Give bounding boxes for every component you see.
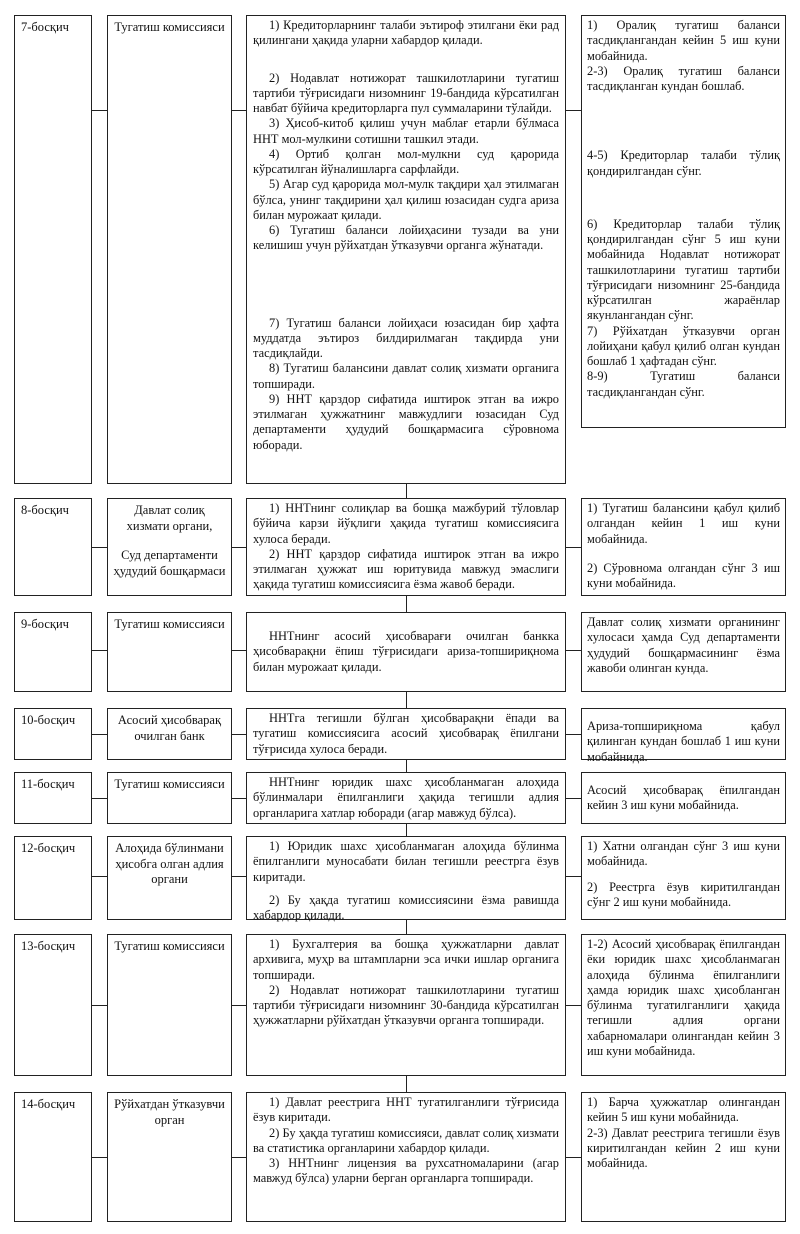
connector-line [406,760,407,772]
connector-line [406,920,407,934]
stage-cell [14,498,92,596]
actions-cell [246,772,566,824]
actor-label: Алоҳида бўлинмани ҳисобга олган адлия органи [115,841,224,887]
deadline-item: 2-3) Давлат реестрига тегишли ёзув киритилгандан кейин 2 иш куни мобайнида. [587,1125,780,1170]
actions-cell [246,836,566,920]
deadline-item: Асосий ҳисобварақ ёпилгандан кейин 3 иш куни мобайнида. [587,783,780,813]
deadline-item: 1) Хатни олгандан сўнг 3 иш куни мобайнида. [587,839,780,869]
actor-label: Тугатиш комиссияси [114,20,225,34]
stage-label: 12-босқич [21,841,76,855]
actor-label: Суд департаменти ҳудудий бошқармаси [113,548,226,578]
action-item: 8) Тугатиш балансини давлат солиқ хизмати органига топширади. [253,361,559,391]
connector-line [92,547,107,548]
action-item: 2) Бу ҳақда тугатиш комиссияси, давлат солиқ хизмати ва статистика органларини хабардор қилади. [253,1125,559,1155]
deadline-item: 1) Тугатиш балансини қабул қилиб олгандан кейин 1 иш куни мобайнида. [587,501,780,546]
deadlines-cell [581,708,786,764]
action-item: 9) ННТ қарздор сифатида иштирок этган ва ижро этилмаган ҳужжатнинг мавжудлиги юзасидан Суд департаменти ҳудудий бошқармасига сўровнома юборади. [253,391,559,452]
actor-cell [107,772,232,824]
action-item: 3) Ҳисоб-китоб қилиш учун маблағ етарли бўлмаса ННТ мол-мулкини сотишни ташкил этади. [253,116,559,146]
actor-label: Рўйхатдан ўтказувчи орган [114,1097,225,1127]
stage-cell [14,836,92,920]
stage-label: 10-босқич [21,713,76,727]
connector-line [406,1076,407,1092]
connector-line [232,1157,246,1158]
stage-cell [14,1092,92,1222]
deadline-item: 4-5) Кредиторлар талаби тўлиқ қондирилгандан сўнг. [587,148,780,178]
deadline-item: 6) Кредиторлар талаби тўлиқ қондирилгандан сўнг 5 иш куни мобайнида Нодавлат нотижорат ташкилотларини тугатиш тартиби тўғрисидаги низомнинг 25-бандида кўрсатилган жараёнлар якунлангандан сўнг. [587,216,780,323]
action-item: 2) Бу ҳақда тугатиш комиссиясини ёзма равишда хабардор қилади. [253,892,559,922]
action-item: 2) Нодавлат нотижорат ташкилотларини тугатиш тартиби тўғрисидаги низомнинг 30-бандида кўрсатилган ҳужжатларни рўйхатдан ўтказувчи органга топширади. [253,982,559,1028]
deadline-item: Ариза-топшириқнома қабул қилинган кундан бошлаб 1 иш куни мобайнида. [587,719,780,764]
deadlines-cell [581,498,786,596]
deadlines-cell [581,772,786,824]
action-item: 6) Тугатиш баланси лойиҳасини тузади ва уни келишиш учун рўйхатдан ўтказувчи органга жўнатади. [253,223,559,253]
stage-cell [14,772,92,824]
action-item: ННТнинг асосий ҳисобварағи очилган банкка ҳисобварақни ёпиш тўғрисидаги ариза-топшириқнома билан мурожаат қилади. [253,629,559,674]
actor-label: Тугатиш комиссияси [114,777,225,791]
connector-line [566,734,581,735]
connector-line [232,110,246,111]
stage-label: 13-босқич [21,939,76,953]
connector-line [92,650,107,651]
deadlines-cell [581,612,786,692]
stage-cell [14,15,92,484]
connector-line [92,1157,107,1158]
connector-line [232,876,246,877]
deadline-item: 7) Рўйхатдан ўтказувчи орган лойиҳани қабул қилиб олган кундан бошлаб 1 ҳафтадан сўнг. [587,323,780,368]
actions-cell [246,612,566,692]
action-item: 1) Давлат реестрига ННТ тугатилганлиги тўғрисида ёзув киритади. [253,1095,559,1125]
connector-line [406,824,407,836]
actor-cell [107,934,232,1076]
actor-cell [107,1092,232,1222]
actor-cell [107,708,232,760]
connector-line [92,1005,107,1006]
action-item: 5) Агар суд қарорида мол-мулк тақдири ҳал этилмаган бўлса, унинг тақдирини ҳал қилиш юзасидан судга ариза билан мурожаат қилади. [253,177,559,222]
action-item: 1) Юридик шахс ҳисобланмаган алоҳида бўлинма ёпилганлиги муносабати билан тегишли реестрга ёзув киритади. [253,839,559,884]
stage-cell [14,934,92,1076]
connector-line [232,650,246,651]
stage-label: 8-босқич [21,503,69,517]
deadlines-cell [581,1092,786,1222]
connector-line [566,110,581,111]
connector-line [92,798,107,799]
connector-line [566,1157,581,1158]
action-item: 4) Ортиб қолган мол-мулкни суд қарорида кўрсатилган йўналишларга сарфлайди. [253,146,559,176]
actor-label: Тугатиш комиссияси [114,939,225,953]
action-item: 1) Бухгалтерия ва бошқа ҳужжатларни давлат архивига, муҳр ва штампларни эса ички ишлар органига топширади. [253,937,559,982]
connector-line [406,692,407,708]
deadline-item: 1-2) Асосий ҳисобварақ ёпилгандан ёки юридик шахс ҳисобланмаган алоҳида бўлинма ёпилганлиги ҳамда юридик шахс ҳисобланган бўлинма тугатилганлиги ҳақида тегишли адлия органи хабарномалари олингандан кейин 3 иш куни мобайнида. [587,937,780,1058]
actions-cell [246,498,566,596]
connector-line [92,734,107,735]
actions-cell [246,708,566,760]
connector-line [566,798,581,799]
actor-label: Тугатиш комиссияси [114,617,225,631]
action-item: ННТнинг юридик шахс ҳисобланмаган алоҳида бўлинмалари ёпилганлиги ҳақида тегишли адлия органларига хатлар юборади (агар мавжуд бўлса). [253,775,559,820]
connector-line [566,876,581,877]
connector-line [566,1005,581,1006]
connector-line [406,596,407,612]
deadlines-cell [581,934,786,1076]
action-item: 1) Кредиторларнинг талаби эътироф этилгани ёки рад қилингани ҳақида уларни хабардор қилади. [253,18,559,48]
stage-label: 11-босқич [21,777,75,791]
stage-label: 9-босқич [21,617,69,631]
stage-cell [14,612,92,692]
connector-line [232,547,246,548]
stage-label: 14-босқич [21,1097,76,1111]
actor-label: Давлат солиқ хизмати органи, [126,503,213,533]
deadline-item: 2) Сўровнома олгандан сўнг 3 иш куни мобайнида. [587,560,780,590]
connector-line [406,484,407,498]
deadlines-cell [581,836,786,920]
action-item: 7) Тугатиш баланси лойиҳаси юзасидан бир ҳафта муддатда эътироз билдирилмаган тақдирда уни тасдиқлайди. [253,315,559,360]
deadline-item: 2-3) Оралиқ тугатиш баланси тасдиқланган кундан бошлаб. [587,63,780,93]
action-item: ННТга тегишли бўлган ҳисобварақни ёпади ва тугатиш комиссиясига асосий ҳисобварақ ёпилгани тўғрисида хулоса беради. [253,711,559,756]
actions-cell [246,1092,566,1222]
deadline-item: 2) Реестрга ёзув киритилгандан сўнг 2 иш куни мобайнида. [587,879,780,909]
stage-cell [14,708,92,760]
deadlines-cell [581,15,786,428]
deadline-item: 1) Оралиқ тугатиш баланси тасдиқлангандан кейин 5 иш куни мобайнида. [587,18,780,63]
actor-cell [107,612,232,692]
connector-line [232,734,246,735]
actions-cell [246,15,566,484]
connector-line [92,110,107,111]
connector-line [232,798,246,799]
actor-label: Асосий ҳисобварақ очилган банк [117,713,222,743]
actor-cell [107,836,232,920]
actions-cell [246,934,566,1076]
deadline-item: 8-9) Тугатиш баланси тасдиқлангандан сўнг. [587,369,780,399]
deadline-item: Давлат солиқ хизмати органининг хулосаси ҳамда Суд департаменти ҳудудий бошқармасининг ёзма жавоби олинган кунда. [587,615,780,675]
action-item: 2) Нодавлат нотижорат ташкилотларини тугатиш тартиби тўғрисидаги низомнинг 19-бандида кўрсатилган навбат бўйича кредиторларга пул суммаларини тўлайди. [253,70,559,115]
connector-line [566,547,581,548]
action-item: 1) ННТнинг солиқлар ва бошқа мажбурий тўловлар бўйича карзи йўқлиги ҳақида тугатиш комиссиясига хулоса беради. [253,501,559,546]
action-item: 2) ННТ қарздор сифатида иштирок этган ва ижро этилмаган ҳужжат иш юритувида мавжуд эмаслиги ҳақида тугатиш комиссиясига ёзма жавоб беради. [253,546,559,592]
action-item: 3) ННТнинг лицензия ва рухсатномаларини (агар мавжуд бўлса) уларни берган органларга топширади. [253,1156,559,1186]
connector-line [92,876,107,877]
connector-line [566,650,581,651]
actor-cell [107,15,232,484]
actor-cell [107,498,232,596]
stage-label: 7-босқич [21,20,69,34]
deadline-item: 1) Барча ҳужжатлар олингандан кейин 5 иш куни мобайнида. [587,1095,780,1125]
connector-line [232,1005,246,1006]
